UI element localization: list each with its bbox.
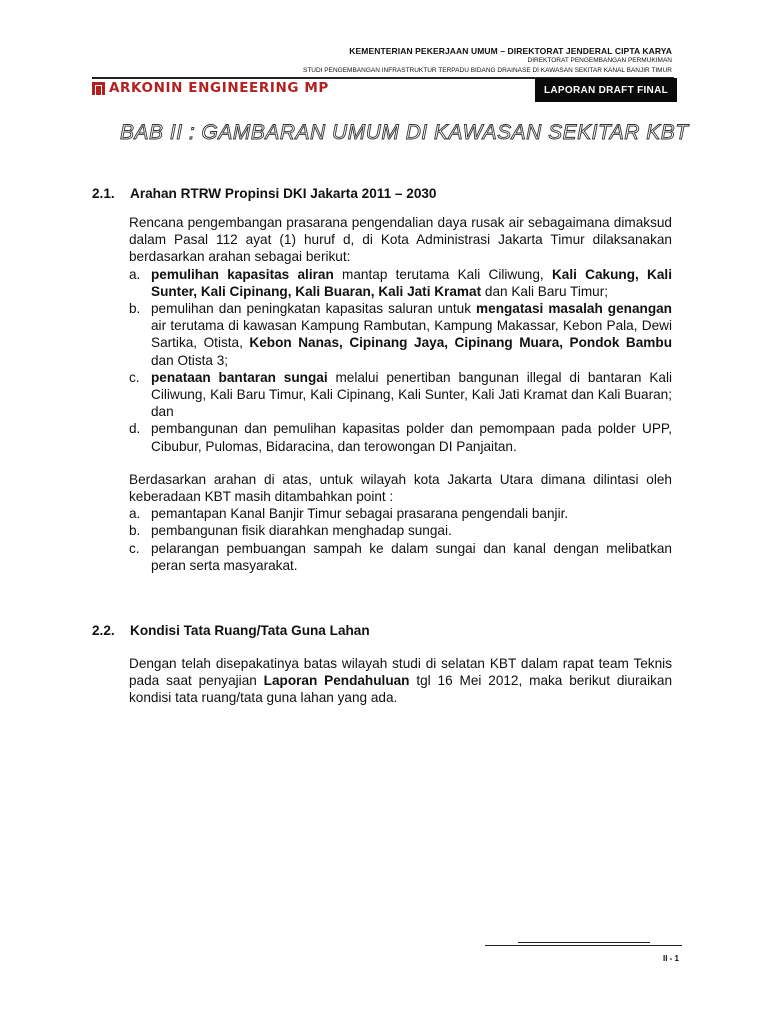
logo-mark-icon [92, 82, 105, 95]
footer-rule [485, 945, 682, 946]
paragraph: Rencana pengembangan prasarana pengendalian daya rusak air sebagaimana dimaksud dalam Pasal 112 ayat (1) huruf d, di Kota Administrasi Jakarta Timur dilaksanakan berdasarkan arahan sebagai berikut: [129, 215, 672, 265]
section-title: Kondisi Tata Ruang/Tata Guna Lahan [130, 623, 370, 638]
list-marker: a. [129, 266, 141, 282]
list-item [129, 369, 672, 421]
list-item [129, 420, 672, 454]
section-heading-2-1 [92, 186, 437, 201]
report-badge: LAPORAN DRAFT FINAL [535, 78, 677, 102]
bold-text: Kebon Nanas, Cipinang Jaya, Cipinang Muara, Pondok Bambu [249, 335, 672, 351]
list-item [129, 522, 672, 539]
header-study-title: STUDI PENGEMBANGAN INFRASTRUKTUR TERPADU BIDANG DRAINASE DI KAWASAN SEKITAR KANAL BANJIR TIMUR [303, 67, 672, 74]
list-item [129, 300, 672, 369]
text: pelarangan pembuangan sampah ke dalam sungai dan kanal dengan melibatkan peran serta masyarakat. [151, 540, 672, 573]
section-heading-2-2 [92, 623, 370, 638]
text: air terutama di kawasan Kampung Rambutan, Kampung Makassar, Kebon Pala, Dewi Sartika, Otista, [151, 318, 672, 351]
list-marker: c. [129, 369, 140, 385]
text: melalui penertiban bangunan illegal di bantaran Kali Ciliwung, Kali Baru Timur, Kali Cipinang, Kali Sunter, Kali Jati Kramat dan Kali Buaran; dan [151, 369, 672, 420]
paragraph: Berdasarkan arahan di atas, untuk wilayah kota Jakarta Utara dimana dilintasi oleh keberadaan KBT masih ditambahkan point : [129, 471, 672, 505]
text: pemantapan Kanal Banjir Timur sebagai prasarana pengendali banjir. [151, 506, 569, 522]
section-number: 2.1. [92, 186, 115, 201]
section-2-1-body [129, 214, 672, 574]
text: Dengan telah disepakatinya batas wilayah studi di selatan KBT dalam rapat team Teknis pada saat penyajian [129, 656, 672, 689]
text: pemulihan dan peningkatan kapasitas saluran untuk [151, 301, 477, 317]
text: tgl 16 Mei 2012, maka berikut diuraikan kondisi tata ruang/tata guna lahan yang ada. [129, 673, 673, 706]
text: pembangunan dan pemulihan kapasitas polder dan pemompaan pada polder UPP, Cibubur, Pulomas, Bidaracina, dan terowongan DI Panjaitan. [151, 421, 672, 454]
bold-text: mengatasi masalah genangan [476, 301, 672, 317]
footer-rule-short [518, 942, 650, 943]
section-number: 2.2. [92, 623, 115, 638]
list-marker: a. [129, 506, 141, 522]
bold-text: penataan bantaran sungai [151, 369, 328, 385]
list-marker: b. [129, 523, 141, 539]
arahan-list [129, 266, 672, 455]
company-logo [92, 80, 329, 96]
section-title: Arahan RTRW Propinsi DKI Jakarta 2011 – 2030 [130, 186, 437, 201]
list-marker: d. [129, 421, 141, 437]
paragraph [129, 655, 672, 707]
list-item [129, 505, 672, 522]
list-marker: b. [129, 301, 141, 317]
list-item [129, 540, 672, 574]
header-ministry: KEMENTERIAN PEKERJAAN UMUM – DIREKTORAT JENDERAL CIPTA KARYA [349, 46, 672, 56]
text: pembangunan fisik diarahkan menghadap sungai. [151, 523, 452, 539]
bold-text: Kali Cakung, Kali Sunter, Kali Cipinang, Kali Buaran, Kali Jati Kramat [151, 266, 672, 299]
text: dan Otista 3; [151, 352, 229, 368]
additional-points-list [129, 505, 672, 574]
text: dan Kali Baru Timur; [481, 283, 609, 299]
bold-text: pemulihan kapasitas aliran [151, 266, 334, 282]
text: mantap terutama Kali Ciliwung, [333, 266, 552, 282]
list-marker: c. [129, 540, 140, 556]
header-directorate: DIREKTORAT PENGEMBANGAN PERMUKIMAN [527, 57, 672, 64]
list-item [129, 266, 672, 300]
chapter-title: BAB II : GAMBARAN UMUM DI KAWASAN SEKITAR KBT [120, 121, 689, 144]
section-2-2-body [129, 655, 672, 707]
bold-text: Laporan Pendahuluan [263, 673, 410, 689]
logo-text: ARKONIN ENGINEERING MP [109, 80, 329, 96]
page-number: II - 1 [662, 954, 679, 963]
